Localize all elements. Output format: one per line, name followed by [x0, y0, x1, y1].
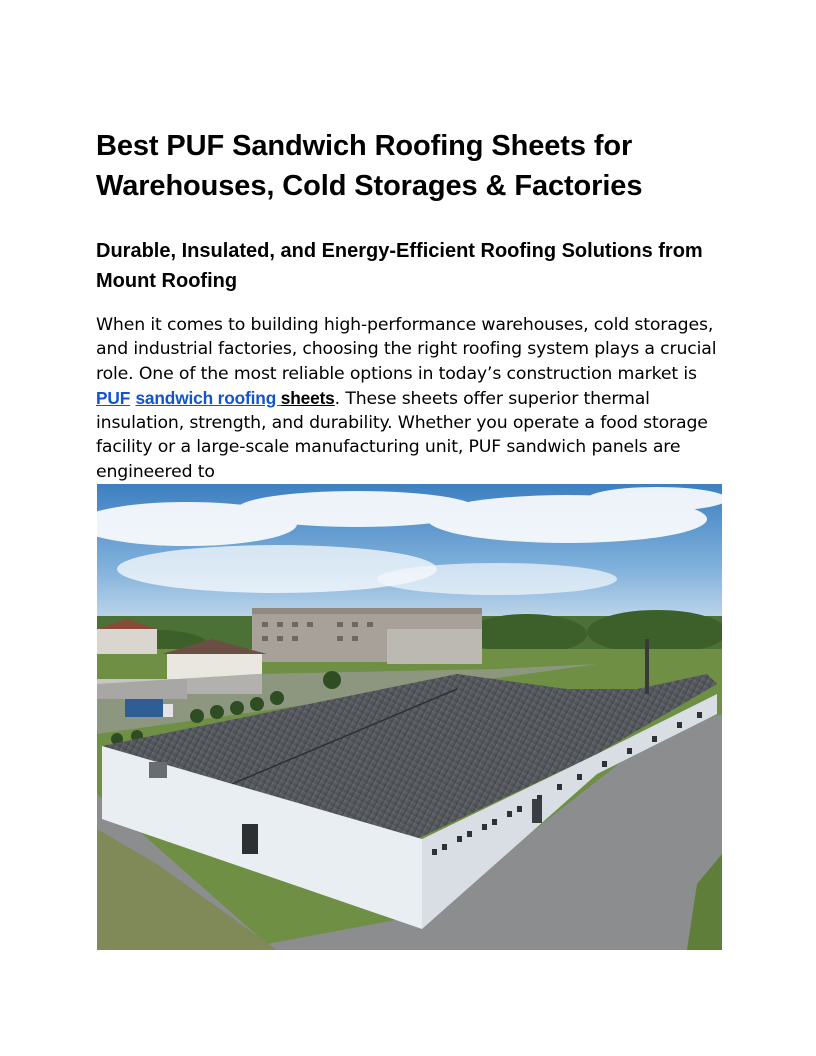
wall-unit — [149, 762, 167, 778]
sandwich-roofing-link[interactable]: sandwich roofing — [135, 387, 281, 408]
warehouse-photo — [97, 484, 722, 950]
paragraph-text-end: . These sheets offer superior thermal insulation, strength, and durability. Whether you operate a food storage facility or a large-scale manufacturing unit, PUF sandwich panels are engineered to — [96, 388, 708, 482]
warehouse-door — [242, 824, 258, 854]
warehouse-illustration — [97, 484, 722, 950]
page-subtitle: Durable, Insulated, and Energy-Efficient Roofing Solutions from Mount Roofing — [96, 240, 703, 292]
sheets-link[interactable]: sheets — [280, 387, 335, 408]
page-title: Best PUF Sandwich Roofing Sheets for Warehouses, Cold Storages & Factories — [96, 130, 643, 202]
truck — [125, 699, 163, 717]
puf-link[interactable]: PUF — [96, 387, 131, 408]
intro-paragraph — [96, 313, 722, 483]
paragraph-text-start: When it comes to building high-performance warehouses, cold storages, and industrial factories, choosing the right roofing system plays a crucial role. One of the most reliable options in today’s construction market is — [96, 315, 717, 384]
document-page — [96, 126, 722, 483]
chimney — [645, 639, 649, 694]
